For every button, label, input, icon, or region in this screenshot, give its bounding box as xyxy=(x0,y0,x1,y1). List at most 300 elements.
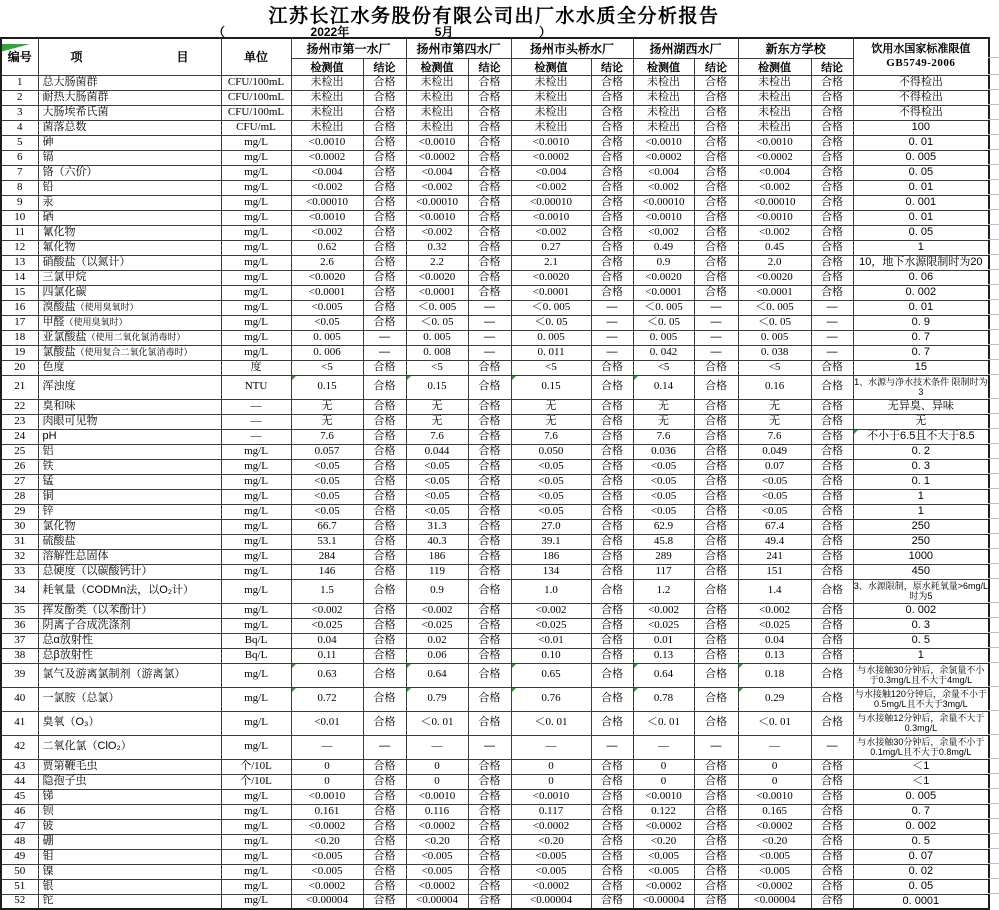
value-cell[interactable]: 0 xyxy=(511,759,591,774)
value-cell[interactable]: <0.002 xyxy=(633,180,694,195)
value-cell[interactable]: — xyxy=(291,735,363,759)
value-cell[interactable]: 0. 005 xyxy=(738,330,811,345)
conclusion-cell[interactable]: 合格 xyxy=(694,519,738,534)
value-cell[interactable]: <0.00010 xyxy=(738,195,811,210)
conclusion-cell[interactable]: 合格 xyxy=(591,804,633,819)
conclusion-cell[interactable]: 合格 xyxy=(694,90,738,105)
conclusion-cell[interactable]: 合格 xyxy=(468,804,511,819)
conclusion-cell[interactable]: 合格 xyxy=(694,399,738,414)
value-cell[interactable]: <0.0020 xyxy=(738,270,811,285)
value-cell[interactable]: <0.002 xyxy=(291,225,363,240)
conclusion-cell[interactable]: — xyxy=(591,300,633,315)
standard-cell[interactable]: 与水接触30分钟后，余氯量不小于0.3mg/L且不大于4mg/L xyxy=(853,663,989,687)
conclusion-cell[interactable]: 合格 xyxy=(363,504,406,519)
standard-cell[interactable]: 1 xyxy=(853,504,989,519)
conclusion-cell[interactable]: 合格 xyxy=(468,120,511,135)
conclusion-cell[interactable]: 合格 xyxy=(468,210,511,225)
row-number-cell[interactable]: 26 xyxy=(1,459,38,474)
conclusion-cell[interactable]: 合格 xyxy=(363,375,406,399)
conclusion-cell[interactable]: 合格 xyxy=(468,375,511,399)
conclusion-cell[interactable]: 合格 xyxy=(811,270,853,285)
unit-cell[interactable]: mg/L xyxy=(221,834,291,849)
conclusion-cell[interactable]: 合格 xyxy=(694,774,738,789)
value-cell[interactable]: 0.16 xyxy=(738,375,811,399)
conclusion-cell[interactable]: — xyxy=(811,315,853,330)
conclusion-cell[interactable]: 合格 xyxy=(468,879,511,894)
value-cell[interactable]: 0.117 xyxy=(511,804,591,819)
unit-cell[interactable]: mg/L xyxy=(221,474,291,489)
value-cell[interactable]: 0.65 xyxy=(511,663,591,687)
value-cell[interactable]: ＜0. 05 xyxy=(738,315,811,330)
conclusion-cell[interactable]: 合格 xyxy=(468,663,511,687)
row-number-cell[interactable]: 40 xyxy=(1,687,38,711)
value-cell[interactable]: <0.0020 xyxy=(291,270,363,285)
conclusion-cell[interactable]: 合格 xyxy=(468,195,511,210)
value-cell[interactable]: 0 xyxy=(406,774,468,789)
conclusion-cell[interactable]: 合格 xyxy=(468,687,511,711)
value-cell[interactable]: 未检出 xyxy=(406,105,468,120)
conclusion-cell[interactable]: 合格 xyxy=(694,603,738,618)
item-cell[interactable] xyxy=(38,120,221,135)
value-cell[interactable]: 1.5 xyxy=(291,579,363,603)
standard-cell[interactable]: 10，地下水源限制时为20 xyxy=(853,255,989,270)
value-cell[interactable]: — xyxy=(406,735,468,759)
row-number-cell[interactable]: 25 xyxy=(1,444,38,459)
conclusion-cell[interactable]: 合格 xyxy=(363,819,406,834)
value-cell[interactable]: <0.0002 xyxy=(291,819,363,834)
conclusion-cell[interactable]: 合格 xyxy=(591,105,633,120)
conclusion-cell[interactable]: 合格 xyxy=(591,774,633,789)
item-cell[interactable] xyxy=(38,711,221,735)
value-cell[interactable]: 0 xyxy=(738,759,811,774)
conclusion-cell[interactable]: 合格 xyxy=(591,240,633,255)
value-cell[interactable]: <0.20 xyxy=(406,834,468,849)
item-cell[interactable] xyxy=(38,195,221,210)
value-cell[interactable]: 2.6 xyxy=(291,255,363,270)
value-subheader-5[interactable]: 检测值 xyxy=(738,58,811,75)
conclusion-cell[interactable]: 合格 xyxy=(591,429,633,444)
row-number-cell[interactable]: 39 xyxy=(1,663,38,687)
standard-cell[interactable]: 1 xyxy=(853,489,989,504)
item-cell[interactable] xyxy=(38,663,221,687)
unit-cell[interactable]: mg/L xyxy=(221,603,291,618)
value-cell[interactable]: <5 xyxy=(738,360,811,375)
value-cell[interactable]: 0.13 xyxy=(738,648,811,663)
unit-cell[interactable]: mg/L xyxy=(221,489,291,504)
conclusion-cell[interactable]: 合格 xyxy=(591,834,633,849)
standard-cell[interactable]: 100 xyxy=(853,120,989,135)
standard-cell[interactable]: 1000 xyxy=(853,549,989,564)
standard-cell[interactable]: 1 xyxy=(853,648,989,663)
standard-cell[interactable]: 0. 06 xyxy=(853,270,989,285)
conclusion-cell[interactable]: 合格 xyxy=(591,549,633,564)
value-cell[interactable]: <0.05 xyxy=(291,489,363,504)
conclusion-cell[interactable]: 合格 xyxy=(694,663,738,687)
row-number-cell[interactable]: 11 xyxy=(1,225,38,240)
row-number-cell[interactable]: 48 xyxy=(1,834,38,849)
row-number-cell[interactable]: 31 xyxy=(1,534,38,549)
value-cell[interactable]: 未检出 xyxy=(738,120,811,135)
conclusion-cell[interactable]: 合格 xyxy=(694,849,738,864)
value-cell[interactable]: <0.00010 xyxy=(291,195,363,210)
row-number-cell[interactable]: 7 xyxy=(1,165,38,180)
row-number-cell[interactable]: 16 xyxy=(1,300,38,315)
value-cell[interactable]: 0.78 xyxy=(633,687,694,711)
col-header-item[interactable] xyxy=(38,38,221,75)
conclusion-cell[interactable]: 合格 xyxy=(363,270,406,285)
value-cell[interactable]: <0.0002 xyxy=(511,819,591,834)
value-cell[interactable]: <0.002 xyxy=(406,225,468,240)
value-cell[interactable]: 未检出 xyxy=(291,120,363,135)
item-cell[interactable] xyxy=(38,225,221,240)
conclusion-cell[interactable]: 合格 xyxy=(811,375,853,399)
value-cell[interactable]: <0.005 xyxy=(511,864,591,879)
col-header-standard[interactable] xyxy=(853,38,989,75)
value-subheader-2[interactable]: 检测值 xyxy=(406,58,468,75)
conclusion-cell[interactable]: 合格 xyxy=(591,459,633,474)
value-cell[interactable]: 0.45 xyxy=(738,240,811,255)
conclusion-cell[interactable]: 合格 xyxy=(694,789,738,804)
conclusion-cell[interactable]: 合格 xyxy=(591,255,633,270)
value-cell[interactable]: 0.32 xyxy=(406,240,468,255)
value-cell[interactable]: <0.025 xyxy=(511,618,591,633)
conclusion-cell[interactable]: 合格 xyxy=(811,255,853,270)
value-cell[interactable]: 241 xyxy=(738,549,811,564)
value-cell[interactable]: <0.0010 xyxy=(291,789,363,804)
conclusion-cell[interactable]: 合格 xyxy=(591,759,633,774)
row-number-cell[interactable]: 44 xyxy=(1,774,38,789)
conclusion-cell[interactable]: 合格 xyxy=(363,429,406,444)
value-cell[interactable]: <0.00004 xyxy=(633,894,694,909)
item-cell[interactable] xyxy=(38,165,221,180)
conclusion-cell[interactable]: 合格 xyxy=(694,759,738,774)
conclusion-cell[interactable]: 合格 xyxy=(811,240,853,255)
value-cell[interactable]: <0.20 xyxy=(291,834,363,849)
value-cell[interactable]: <0.0010 xyxy=(291,210,363,225)
value-cell[interactable]: <0.0002 xyxy=(738,150,811,165)
conclusion-cell[interactable]: 合格 xyxy=(468,849,511,864)
value-cell[interactable]: <0.05 xyxy=(511,489,591,504)
value-cell[interactable]: <0.01 xyxy=(511,633,591,648)
value-cell[interactable]: <0.0001 xyxy=(291,285,363,300)
conclusion-cell[interactable]: 合格 xyxy=(591,399,633,414)
value-cell[interactable]: 无 xyxy=(511,414,591,429)
value-cell[interactable]: 0.62 xyxy=(291,240,363,255)
value-cell[interactable]: 未检出 xyxy=(511,90,591,105)
conclusion-cell[interactable]: 合格 xyxy=(694,618,738,633)
conclusion-cell[interactable]: 合格 xyxy=(468,429,511,444)
row-number-cell[interactable]: 13 xyxy=(1,255,38,270)
conclusion-cell[interactable]: 合格 xyxy=(468,759,511,774)
conclusion-cell[interactable]: 合格 xyxy=(468,774,511,789)
conclusion-cell[interactable]: — xyxy=(811,300,853,315)
value-cell[interactable]: <0.05 xyxy=(738,489,811,504)
conclusion-cell[interactable]: 合格 xyxy=(694,195,738,210)
conclusion-cell[interactable]: 合格 xyxy=(363,240,406,255)
conclusion-cell[interactable]: 合格 xyxy=(468,711,511,735)
standard-cell[interactable]: 与水接触120分钟后，余量不小于0.5mg/L且不大于3mg/L xyxy=(853,687,989,711)
conclusion-cell[interactable]: 合格 xyxy=(468,579,511,603)
conclusion-cell[interactable]: 合格 xyxy=(591,270,633,285)
conclusion-cell[interactable]: — xyxy=(363,345,406,360)
value-cell[interactable]: <0.0001 xyxy=(406,285,468,300)
conclusion-cell[interactable]: 合格 xyxy=(811,474,853,489)
unit-cell[interactable]: mg/L xyxy=(221,459,291,474)
value-cell[interactable]: 7.6 xyxy=(511,429,591,444)
conclusion-cell[interactable]: 合格 xyxy=(591,711,633,735)
conclusion-cell[interactable]: 合格 xyxy=(811,603,853,618)
conclusion-cell[interactable]: 合格 xyxy=(811,489,853,504)
value-cell[interactable]: <0.05 xyxy=(511,504,591,519)
unit-cell[interactable]: mg/L xyxy=(221,225,291,240)
conclusion-cell[interactable]: 合格 xyxy=(468,105,511,120)
conclusion-cell[interactable]: 合格 xyxy=(363,150,406,165)
value-cell[interactable]: <0.004 xyxy=(738,165,811,180)
item-cell[interactable] xyxy=(38,504,221,519)
conclusion-cell[interactable]: 合格 xyxy=(468,789,511,804)
standard-cell[interactable]: 无 xyxy=(853,414,989,429)
value-cell[interactable]: 0.01 xyxy=(633,633,694,648)
conclusion-cell[interactable]: 合格 xyxy=(468,240,511,255)
conclusion-cell[interactable]: 合格 xyxy=(363,489,406,504)
row-number-cell[interactable]: 32 xyxy=(1,549,38,564)
unit-cell[interactable]: mg/L xyxy=(221,519,291,534)
conclusion-cell[interactable]: — xyxy=(468,345,511,360)
conclusion-cell[interactable]: — xyxy=(591,330,633,345)
plant-header-5[interactable]: 新东方学校 xyxy=(738,38,853,58)
item-cell[interactable] xyxy=(38,399,221,414)
row-number-cell[interactable]: 4 xyxy=(1,120,38,135)
conclusion-cell[interactable]: 合格 xyxy=(591,603,633,618)
value-cell[interactable]: 未检出 xyxy=(406,90,468,105)
standard-cell[interactable]: 0. 7 xyxy=(853,345,989,360)
value-cell[interactable]: <0.005 xyxy=(738,864,811,879)
standard-cell[interactable]: 250 xyxy=(853,519,989,534)
value-cell[interactable]: <0.0020 xyxy=(511,270,591,285)
value-cell[interactable]: <0.05 xyxy=(291,315,363,330)
row-number-cell[interactable]: 23 xyxy=(1,414,38,429)
row-number-cell[interactable]: 18 xyxy=(1,330,38,345)
value-cell[interactable]: 0 xyxy=(633,759,694,774)
conclusion-cell[interactable]: — xyxy=(694,315,738,330)
row-number-cell[interactable]: 47 xyxy=(1,819,38,834)
conclusion-subheader-4[interactable]: 结论 xyxy=(694,58,738,75)
value-cell[interactable]: <0.004 xyxy=(511,165,591,180)
conclusion-cell[interactable]: 合格 xyxy=(694,150,738,165)
value-subheader-1[interactable]: 检测值 xyxy=(291,58,363,75)
conclusion-cell[interactable]: 合格 xyxy=(363,864,406,879)
item-cell[interactable] xyxy=(38,315,221,330)
value-cell[interactable]: ＜0. 05 xyxy=(633,315,694,330)
value-cell[interactable]: 0.050 xyxy=(511,444,591,459)
value-cell[interactable]: 无 xyxy=(406,414,468,429)
value-cell[interactable]: 0.11 xyxy=(291,648,363,663)
conclusion-cell[interactable]: 合格 xyxy=(591,444,633,459)
value-cell[interactable]: <0.002 xyxy=(633,225,694,240)
value-cell[interactable]: 无 xyxy=(406,399,468,414)
conclusion-cell[interactable]: 合格 xyxy=(811,549,853,564)
conclusion-cell[interactable]: 合格 xyxy=(694,75,738,90)
conclusion-cell[interactable]: 合格 xyxy=(811,444,853,459)
conclusion-cell[interactable]: 合格 xyxy=(363,255,406,270)
standard-cell[interactable]: 250 xyxy=(853,534,989,549)
unit-cell[interactable]: mg/L xyxy=(221,789,291,804)
unit-cell[interactable]: 度 xyxy=(221,360,291,375)
conclusion-cell[interactable]: 合格 xyxy=(591,285,633,300)
conclusion-cell[interactable]: 合格 xyxy=(811,879,853,894)
value-cell[interactable]: 0.29 xyxy=(738,687,811,711)
conclusion-cell[interactable]: 合格 xyxy=(468,834,511,849)
conclusion-cell[interactable]: — xyxy=(694,345,738,360)
value-cell[interactable]: ＜0. 005 xyxy=(511,300,591,315)
value-cell[interactable]: 无 xyxy=(291,399,363,414)
value-cell[interactable]: 0.9 xyxy=(406,579,468,603)
value-cell[interactable]: 0 xyxy=(633,774,694,789)
conclusion-cell[interactable]: 合格 xyxy=(468,225,511,240)
unit-cell[interactable]: — xyxy=(221,429,291,444)
conclusion-subheader-2[interactable]: 结论 xyxy=(468,58,511,75)
row-number-cell[interactable]: 19 xyxy=(1,345,38,360)
value-cell[interactable]: 49.4 xyxy=(738,534,811,549)
value-cell[interactable]: 186 xyxy=(511,549,591,564)
standard-cell[interactable]: 0. 7 xyxy=(853,330,989,345)
conclusion-cell[interactable]: — xyxy=(811,330,853,345)
value-cell[interactable]: <0.005 xyxy=(633,849,694,864)
value-cell[interactable]: <0.05 xyxy=(633,489,694,504)
value-cell[interactable]: <0.0020 xyxy=(406,270,468,285)
conclusion-cell[interactable]: 合格 xyxy=(468,819,511,834)
value-cell[interactable]: 未检出 xyxy=(633,90,694,105)
value-cell[interactable]: <0.005 xyxy=(738,849,811,864)
conclusion-cell[interactable]: 合格 xyxy=(694,579,738,603)
item-cell[interactable] xyxy=(38,879,221,894)
unit-cell[interactable]: mg/L xyxy=(221,165,291,180)
value-cell[interactable]: <0.002 xyxy=(406,603,468,618)
value-cell[interactable]: 无 xyxy=(633,414,694,429)
unit-cell[interactable]: mg/L xyxy=(221,579,291,603)
conclusion-cell[interactable]: 合格 xyxy=(363,834,406,849)
conclusion-cell[interactable]: 合格 xyxy=(811,579,853,603)
value-cell[interactable]: <0.0010 xyxy=(633,789,694,804)
conclusion-cell[interactable]: 合格 xyxy=(363,210,406,225)
value-cell[interactable]: <0.0010 xyxy=(511,789,591,804)
value-cell[interactable]: <0.00004 xyxy=(738,894,811,909)
unit-cell[interactable]: CFU/mL xyxy=(221,120,291,135)
item-cell[interactable] xyxy=(38,834,221,849)
conclusion-cell[interactable]: 合格 xyxy=(591,225,633,240)
value-cell[interactable]: ＜0. 005 xyxy=(738,300,811,315)
row-number-cell[interactable]: 1 xyxy=(1,75,38,90)
conclusion-cell[interactable]: 合格 xyxy=(468,150,511,165)
item-cell[interactable] xyxy=(38,330,221,345)
value-cell[interactable]: 未检出 xyxy=(633,75,694,90)
value-cell[interactable]: 未检出 xyxy=(511,120,591,135)
standard-cell[interactable]: 0. 01 xyxy=(853,300,989,315)
conclusion-cell[interactable]: — xyxy=(591,735,633,759)
value-cell[interactable]: 0.057 xyxy=(291,444,363,459)
conclusion-cell[interactable]: 合格 xyxy=(811,225,853,240)
value-cell[interactable]: <0.002 xyxy=(633,603,694,618)
standard-cell[interactable]: 0. 02 xyxy=(853,864,989,879)
value-cell[interactable]: 45.8 xyxy=(633,534,694,549)
value-cell[interactable]: 2.1 xyxy=(511,255,591,270)
item-cell[interactable] xyxy=(38,579,221,603)
conclusion-subheader-3[interactable]: 结论 xyxy=(591,58,633,75)
value-cell[interactable]: 53.1 xyxy=(291,534,363,549)
conclusion-cell[interactable]: 合格 xyxy=(468,564,511,579)
conclusion-cell[interactable]: 合格 xyxy=(694,504,738,519)
value-cell[interactable]: 7.6 xyxy=(406,429,468,444)
value-cell[interactable]: 0.15 xyxy=(511,375,591,399)
row-number-cell[interactable]: 17 xyxy=(1,315,38,330)
value-cell[interactable]: 未检出 xyxy=(738,105,811,120)
value-cell[interactable]: 1.2 xyxy=(633,579,694,603)
value-cell[interactable]: 284 xyxy=(291,549,363,564)
value-cell[interactable]: <5 xyxy=(291,360,363,375)
item-cell[interactable] xyxy=(38,429,221,444)
col-header-no[interactable]: 编号 xyxy=(1,38,38,75)
value-cell[interactable]: 0.64 xyxy=(406,663,468,687)
conclusion-cell[interactable]: 合格 xyxy=(468,444,511,459)
value-cell[interactable]: <0.0010 xyxy=(738,210,811,225)
value-cell[interactable]: 0.14 xyxy=(633,375,694,399)
unit-cell[interactable]: mg/L xyxy=(221,894,291,909)
conclusion-cell[interactable]: 合格 xyxy=(694,894,738,909)
conclusion-cell[interactable]: 合格 xyxy=(694,879,738,894)
conclusion-cell[interactable]: 合格 xyxy=(811,759,853,774)
conclusion-cell[interactable]: 合格 xyxy=(591,579,633,603)
item-cell[interactable] xyxy=(38,300,221,315)
value-cell[interactable]: <0.00004 xyxy=(511,894,591,909)
value-cell[interactable]: 0. 005 xyxy=(511,330,591,345)
unit-cell[interactable]: mg/L xyxy=(221,150,291,165)
row-number-cell[interactable]: 46 xyxy=(1,804,38,819)
value-cell[interactable]: <0.002 xyxy=(511,180,591,195)
value-cell[interactable]: <0.005 xyxy=(406,864,468,879)
unit-cell[interactable]: mg/L xyxy=(221,300,291,315)
value-cell[interactable]: 67.4 xyxy=(738,519,811,534)
value-cell[interactable]: <0.00010 xyxy=(633,195,694,210)
row-number-cell[interactable]: 51 xyxy=(1,879,38,894)
item-cell[interactable] xyxy=(38,789,221,804)
value-cell[interactable]: 0.02 xyxy=(406,633,468,648)
value-cell[interactable]: 0. 006 xyxy=(291,345,363,360)
standard-cell[interactable]: 0. 01 xyxy=(853,210,989,225)
conclusion-cell[interactable]: 合格 xyxy=(694,459,738,474)
conclusion-cell[interactable]: 合格 xyxy=(363,633,406,648)
conclusion-cell[interactable]: 合格 xyxy=(811,399,853,414)
conclusion-cell[interactable]: 合格 xyxy=(363,663,406,687)
conclusion-cell[interactable]: 合格 xyxy=(694,564,738,579)
conclusion-cell[interactable]: — xyxy=(694,735,738,759)
item-cell[interactable] xyxy=(38,375,221,399)
value-cell[interactable]: ＜0. 01 xyxy=(511,711,591,735)
conclusion-cell[interactable]: 合格 xyxy=(694,687,738,711)
value-cell[interactable]: <0.20 xyxy=(633,834,694,849)
unit-cell[interactable]: mg/L xyxy=(221,687,291,711)
value-cell[interactable]: 0 xyxy=(291,774,363,789)
conclusion-cell[interactable]: 合格 xyxy=(694,270,738,285)
value-cell[interactable]: <0.002 xyxy=(738,180,811,195)
item-cell[interactable] xyxy=(38,270,221,285)
conclusion-cell[interactable]: 合格 xyxy=(811,360,853,375)
conclusion-cell[interactable]: 合格 xyxy=(694,834,738,849)
value-cell[interactable]: <0.002 xyxy=(738,603,811,618)
value-cell[interactable]: ＜0. 01 xyxy=(633,711,694,735)
conclusion-cell[interactable]: — xyxy=(591,345,633,360)
conclusion-cell[interactable]: 合格 xyxy=(363,300,406,315)
value-cell[interactable]: 0.49 xyxy=(633,240,694,255)
